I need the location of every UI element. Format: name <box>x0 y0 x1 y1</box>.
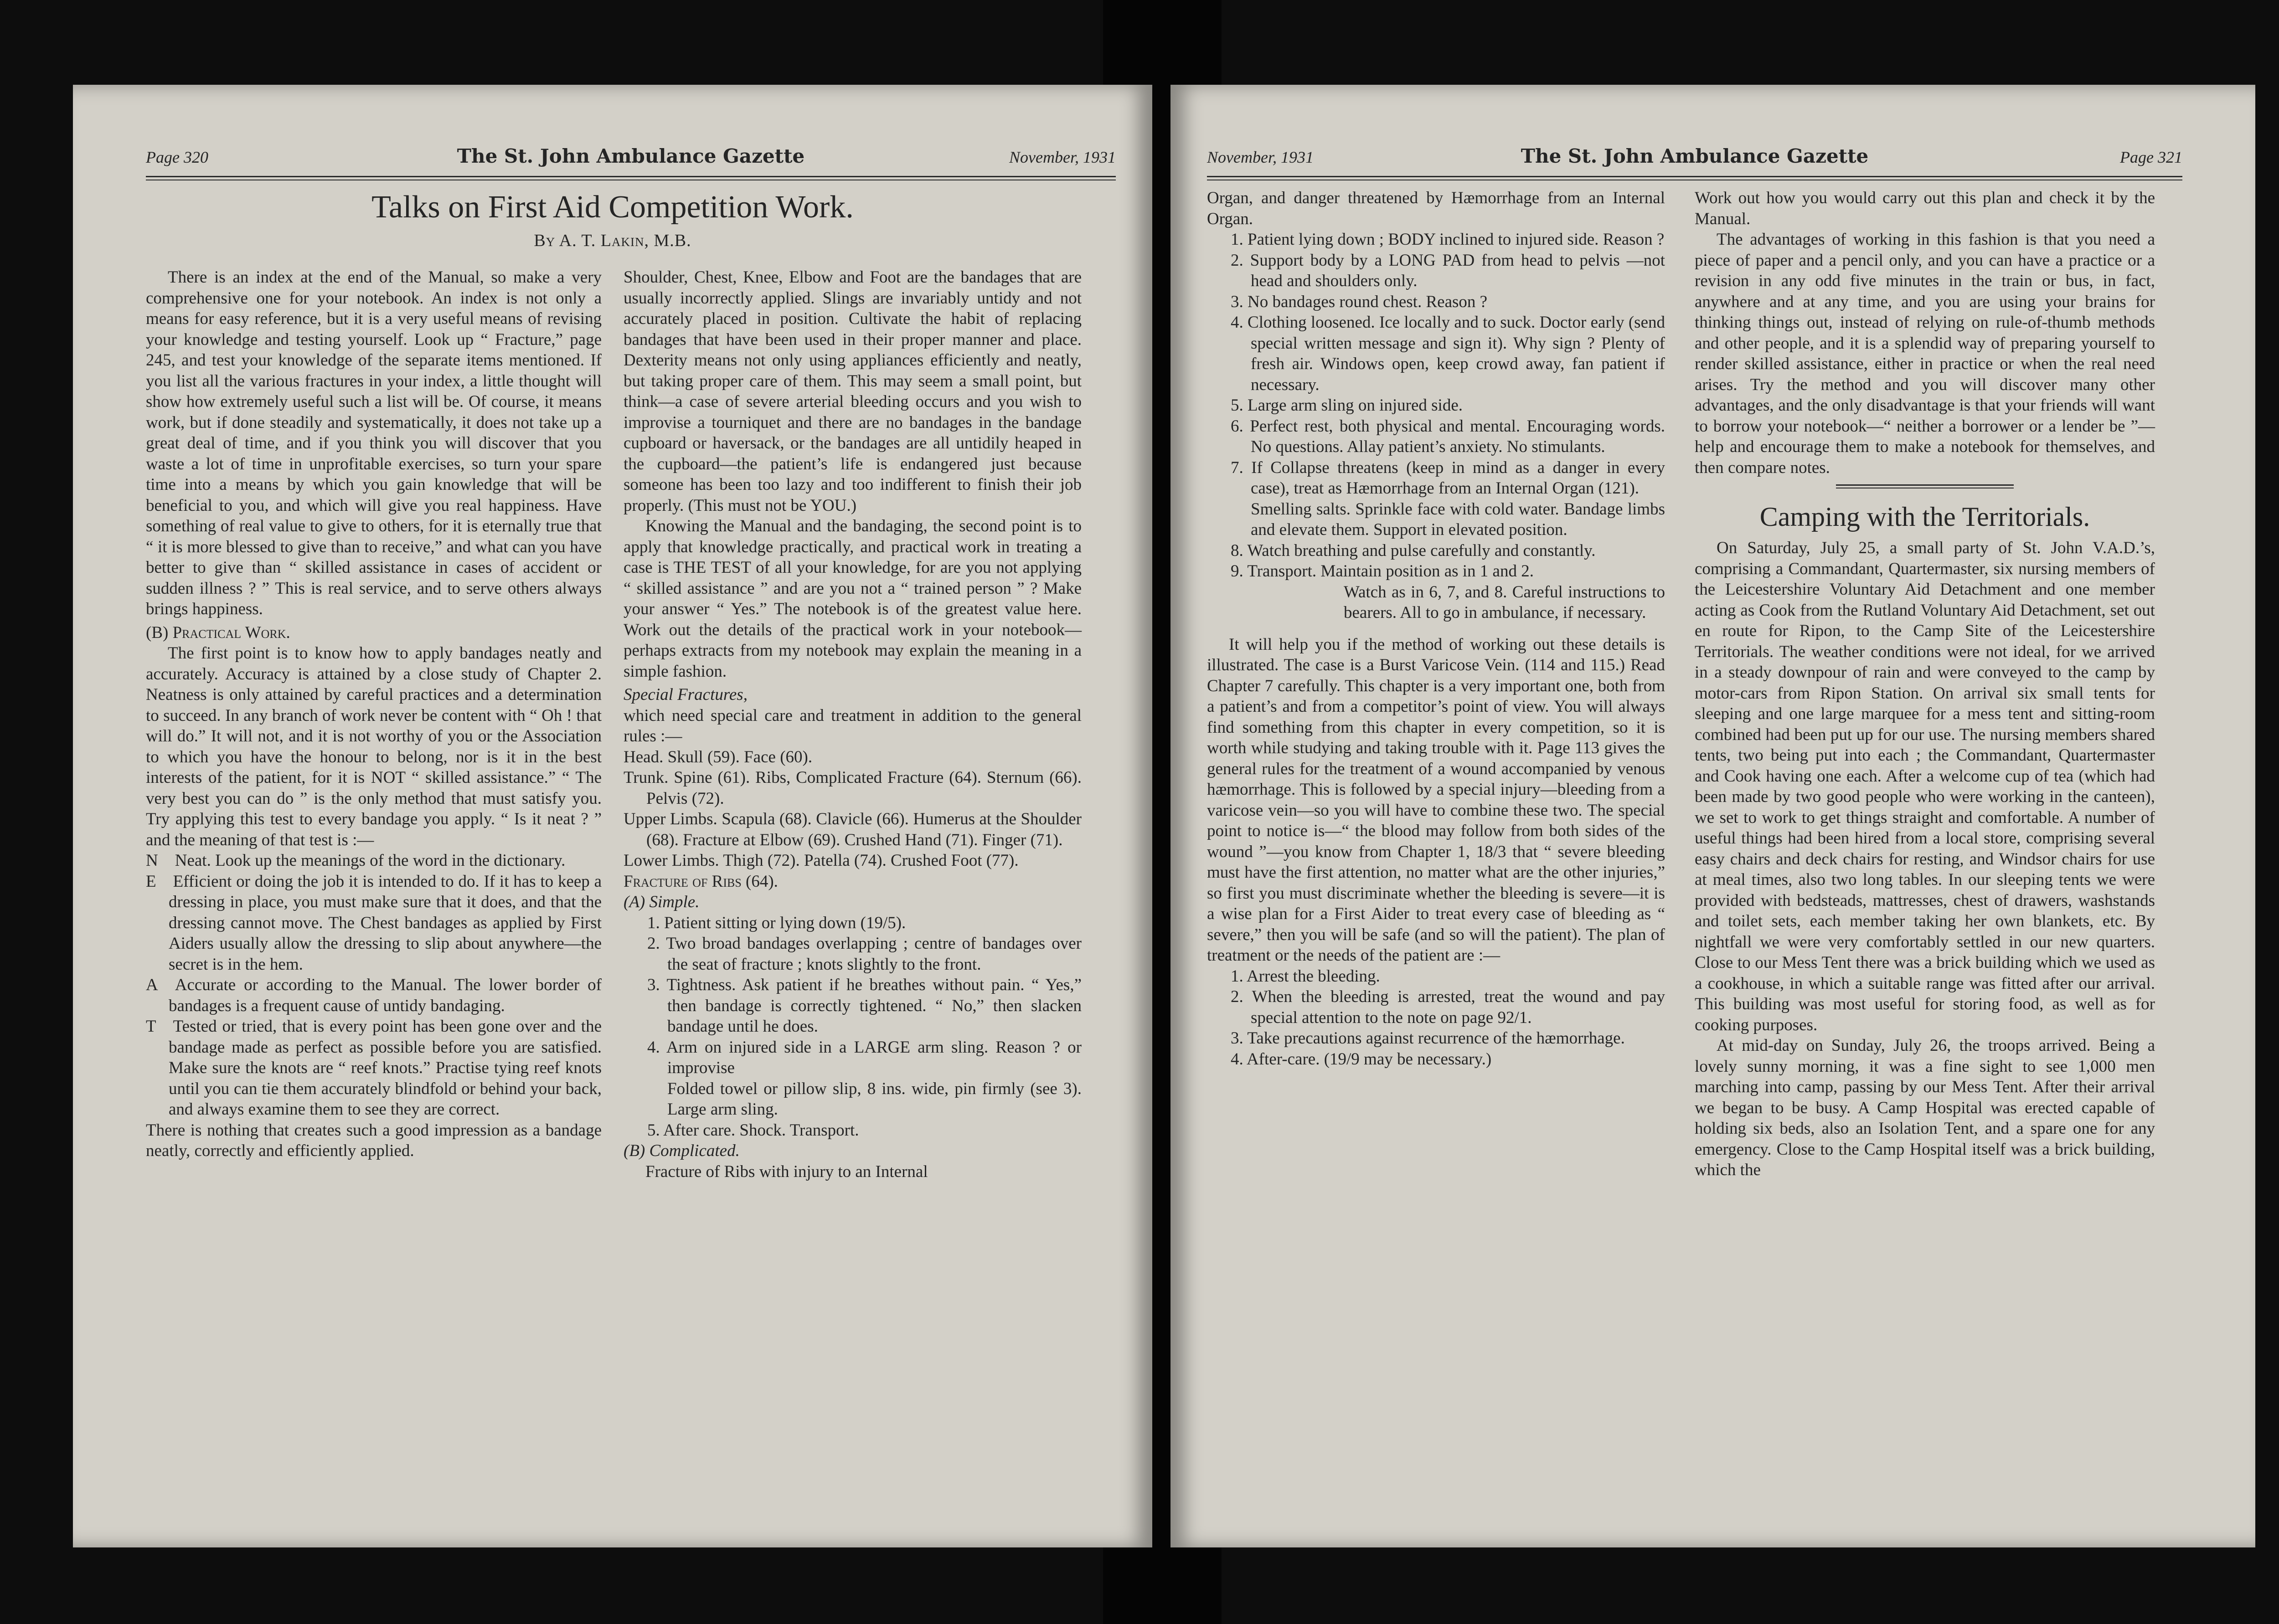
list-item: 1. Patient sitting or lying down (19/5). <box>647 913 906 932</box>
sub-heading: (A) Simple. <box>624 893 700 911</box>
left-running-header <box>146 145 1116 175</box>
left-column-1 <box>146 267 602 1161</box>
list-item: T Tested or tried, that is every point has been gone over and the bandage made as perfect as possible before you are satisfied. Make sure the knots are “ reef knots.” Practise tying reef knots until you can tie them accurately blindfold or behind your back, and always examine them to see they are correct. <box>146 1017 602 1119</box>
section-separator <box>1836 484 2014 488</box>
list-item: 9. Transport. Maintain position as in 1 and 2. <box>1231 562 1534 581</box>
left-page <box>73 85 1152 1547</box>
list-item: 4. Clothing loosened. Ice locally and to suck. Doctor early (send special written message and sign it). Why sign ? Plenty of fresh air. Windows open, keep crowd away, fan patient if necessary. <box>1231 313 1665 394</box>
list-item: 5. Large arm sling on injured side. <box>1231 396 1463 415</box>
list-item: 3. Take precautions against recurrence of the hæmorrhage. <box>1231 1029 1625 1048</box>
left-page-number: Page 320 <box>146 148 208 166</box>
right-column-2 <box>1695 188 2155 1181</box>
right-masthead: The St. John Ambulance Gazette <box>1521 145 1869 167</box>
paragraph: It will help you if the method of working out these details is illustrated. The case is a Burst Varicose Vein. (114 and 115.) Read Chapter 7 carefully. This chapter is a very important one, both from a patient’s and from a competitor’s point of view. You will always find something from this chapter in every competition, so it is worth while studying and taking trouble with it. Page 113 gives the general rules for the treatment of a wound accompanied by venous hæmorrhage. This is followed by a special injury—bleeding from a varicose vein—so you will have to combine these two. The special point to notice is—“ the blood may follow from both sides of the wound ”—you know from Chapter 1, 18/3 that “ severe bleeding must have the first attention, no matter what are the other injuries,” so first you must discriminate whether the bleeding is severe—it is a wise plan for a First Aider to treat every case of bleeding as “ severe,” then you will be safe (and so will the patient). The plan of treatment or the needs of the patient are :— <box>1207 635 1665 965</box>
list-item: E Efficient or doing the job it is intended to do. If it has to keep a dressing in place, you must make sure that it does, and that the dressing cannot move. The Chest bandages as applied by First Aiders usually allow the dressing to slip about anywhere—the secret is in the hem. <box>146 872 602 974</box>
list-item: 1. Arrest the bleeding. <box>1231 966 1380 986</box>
section-heading: Special Fractures, <box>624 685 748 704</box>
list-item: 3. Tightness. Ask patient if he breathes without pain. “ Yes,” then bandage is correctly tightened. “ No,” then slacken bandage until he does. <box>647 976 1082 1036</box>
left-date: November, 1931 <box>1009 148 1116 166</box>
right-column-1 <box>1207 188 1665 1069</box>
article-title: Talks on First Aid Competition Work. <box>371 190 854 225</box>
list-item: 1. Patient lying down ; BODY inclined to injured side. Reason ? <box>1231 230 1665 249</box>
paragraph: Shoulder, Chest, Knee, Elbow and Foot are the bandages that are usually incorrectly applied. Slings are invariably untidy and not accurately placed in position. Cultivate the habit of replacing bandages that have been used in their proper manner and place. Dexterity means not only using appliances efficiently and neatly, but taking proper care of them. This may seem a small point, but think—a case of severe arterial bleeding occurs and you wish to improvise a tourniquet and there are no bandages in the bandage cupboard or haversack, or the bandages are all untidily heaped in the cupboard—the patient’s life is endangered just because someone has been too lazy and too indifferent to finish their job properly. (This must not be YOU.) <box>624 268 1082 515</box>
right-header-rule <box>1207 176 2182 180</box>
left-column-2 <box>624 267 1082 1182</box>
paragraph: Work out how you would carry out this plan and check it by the Manual. <box>1695 189 2155 228</box>
list-item: 2. When the bleeding is arrested, treat the wound and pay special attention to the note on page 92/1. <box>1231 987 1665 1027</box>
list-item: N Neat. Look up the meanings of the word in the dictionary. <box>146 851 566 870</box>
list-item: 5. After care. Shock. Transport. <box>647 1120 859 1140</box>
section-heading: Fracture of Ribs (64). <box>624 872 778 891</box>
paragraph: Knowing the Manual and the bandaging, the second point is to apply that knowledge practically, and practical work in treating a case is THE TEST of all your knowledge, for are you not applying “ skilled assistance ” and are you not a “ trained person ” ? Make your answer “ Yes.” The notebook is of the greatest value here. Work out the details of the practical work in your notebook—perhaps extracts from my notebook may explain the meaning in a simple fashion. <box>624 517 1082 681</box>
list-item: 8. Watch breathing and pulse carefully and constantly. <box>1231 541 1596 560</box>
article-byline: By A. T. Lakin, M.B. <box>534 231 691 250</box>
paragraph: At mid-day on Sunday, July 26, the troops arrived. Being a lovely sunny morning, it was a fine sight to see 1,000 men marching into camp, passing by our Mess Tent. After their arrival we began to be busy. A Camp Hospital was erected capable of holding six beds, also an Isolation Tent, and a spare one for any emergency. Close to the Camp Hospital itself was a brick building, which the <box>1695 1036 2155 1179</box>
paragraph: The first point is to know how to apply bandages neatly and accurately. Accuracy is attained by a close study of Chapter 2. Neatness is only attained by careful practices and a determination to succeed. In any branch of work never be content with “ Oh ! that will do.” It will not, and it is not worthy of you or the Association to which you have the honour to belong, nor is it in the best interests of the patient, for it is NOT “ skilled assistance.” “ The very best you can do ” is the only method that must satisfy you. Try applying this test to every bandage you apply. “ Is it neat ? ” and the meaning of that test is :— <box>146 644 602 849</box>
sub-heading: (B) Complicated. <box>624 1141 740 1160</box>
list-item: Upper Limbs. Scapula (68). Clavicle (66). Humerus at the Shoulder (68). Fracture at Elbow (69). Crushed Hand (71). Finger (71). <box>624 810 1082 849</box>
left-header-rule <box>146 176 1116 180</box>
paragraph: Organ, and danger threatened by Hæmorrhage from an Internal Organ. <box>1207 189 1665 228</box>
list-item: Trunk. Spine (61). Ribs, Complicated Fracture (64). Sternum (66). Pelvis (72). <box>624 768 1082 808</box>
list-item: Watch as in 6, 7, and 8. Careful instructions to bearers. All to go in ambulance, if necessary. <box>1344 582 1665 622</box>
list-item: Head. Skull (59). Face (60). <box>624 747 813 766</box>
right-page-number: Page 321 <box>2120 148 2182 166</box>
list-item: A Accurate or according to the Manual. The lower border of bandages is a frequent cause of untidy bandaging. <box>146 976 602 1015</box>
list-item: 2. Support body by a LONG PAD from head to pelvis —not head and shoulders only. <box>1231 251 1665 290</box>
list-item: 4. Arm on injured side in a LARGE arm sling. Reason ? or improvise <box>647 1038 1082 1077</box>
right-date: November, 1931 <box>1207 148 1314 166</box>
section-heading: (B) Practical Work. <box>146 623 290 642</box>
list-item: 3. No bandages round chest. Reason ? <box>1231 292 1488 311</box>
list-item: 4. After-care. (19/9 may be necessary.) <box>1231 1049 1492 1069</box>
list-item: Lower Limbs. Thigh (72). Patella (74). Crushed Foot (77). <box>624 851 1019 870</box>
list-item: Folded towel or pillow slip, 8 ins. wide, pin firmly (see 3). Large arm sling. <box>667 1079 1082 1119</box>
paragraph: There is an index at the end of the Manual, so make a very comprehensive one for your notebook. An index is not only a means for easy reference, but it is a very useful means of revising your knowledge and testing yourself. Look up “ Fracture,” page 245, and test your knowledge of the separate items mentioned. If you list all the various fractures in your index, a little thought will show how extremely useful such a list will be. Of course, it means work, but if done steadily and systematically, it does not take up a great deal of time, and if you think you will discover that you waste a lot of time in unprofitable exercises, so turn your spare time into a means by which you gain knowledge that will be beneficial to you, and which will give you real happiness. Have something of real value to give to others, for it is eternally true that “ it is more blessed to give than to receive,” and what can you have better to give than “ skilled assistance in cases of accident or sudden illness ? ” This is real service, and to serve others always brings happiness. <box>146 268 602 618</box>
article-heading <box>73 188 1152 259</box>
paragraph: which need special care and treatment in addition to the general rules :— <box>624 706 1082 745</box>
paragraph: There is nothing that creates such a good impression as a bandage neatly, correctly and efficiently applied. <box>146 1120 602 1160</box>
list-item: 7. If Collapse threatens (keep in mind as a danger in every case), treat as Hæmorrhage from an Internal Organ (121). <box>1231 458 1665 498</box>
right-running-header <box>1207 145 2182 175</box>
paragraph: Fracture of Ribs with injury to an Internal <box>645 1162 928 1181</box>
left-masthead: The St. John Ambulance Gazette <box>457 145 805 167</box>
camping-article-title: Camping with the Territorials. <box>1759 502 2090 532</box>
list-item: 6. Perfect rest, both physical and mental. Encouraging words. No questions. Allay patient’s anxiety. No stimulants. <box>1231 416 1665 456</box>
list-item: Smelling salts. Sprinkle face with cold water. Bandage limbs and elevate them. Support in elevated position. <box>1251 499 1665 539</box>
list-item: 2. Two broad bandages overlapping ; centre of bandages over the seat of fracture ; knots slightly to the front. <box>647 934 1082 974</box>
paragraph: The advantages of working in this fashion is that you need a piece of paper and a pencil only, and you can have a practice or a revision in any odd five minutes in the train or bus, in fact, anywhere and at any time, and you are using your brains for thinking things out, instead of relying on rule-of-thumb methods and other people, and it is a splendid way of preparing yourself to render skilled assistance, either in practice or when the real need arises. Try the method and you will discover many other advantages, and the only disadvantage is that your friends will want to borrow your notebook—“ neither a borrower or a lender be ”—help and encourage them to make a notebook for themselves, and then compare notes. <box>1695 230 2155 477</box>
paragraph: On Saturday, July 25, a small party of St. John V.A.D.’s, comprising a Commandant, Quartermaster, six nursing members of the Leicestershire Voluntary Aid Detachment and one member acting as Cook from the Rutland Voluntary Aid Detachment, set out en route for Ripon, to the Camp Site of the Leicestershire Territorials. The weather conditions were not ideal, for we arrived in a steady downpour of rain and were conveyed to the camp by motor-cars from Ripon Station. On arrival six small tents for sleeping and one large marquee for a mess tent and sitting-room combined had been put up for our use. The nursing members shared tents, two being put into each ; the Commandant, Quartermaster and Cook having one each. After a welcome cup of tea (which had been made by two good people who were working in the canteen), we set to work to get things straight and comfortable. A number of useful things had been hired from a local store, comprising several easy chairs and deck chairs for resting, and Windsor chairs for use at meal times, also two long tables. In our sleeping tents we were provided with bedsteads, mattresses, chest of drawers, washstands and toilet sets, each member taking her own blankets, etc. By nightfall we were very comfortably settled in our new quarters. Close to our Mess Tent there was a brick building which we used as a cookhouse, in which a suitable range was fitted after our arrival. This building was most useful for storing food, as well as for cooking purposes. <box>1695 539 2155 1034</box>
right-page <box>1170 85 2255 1547</box>
